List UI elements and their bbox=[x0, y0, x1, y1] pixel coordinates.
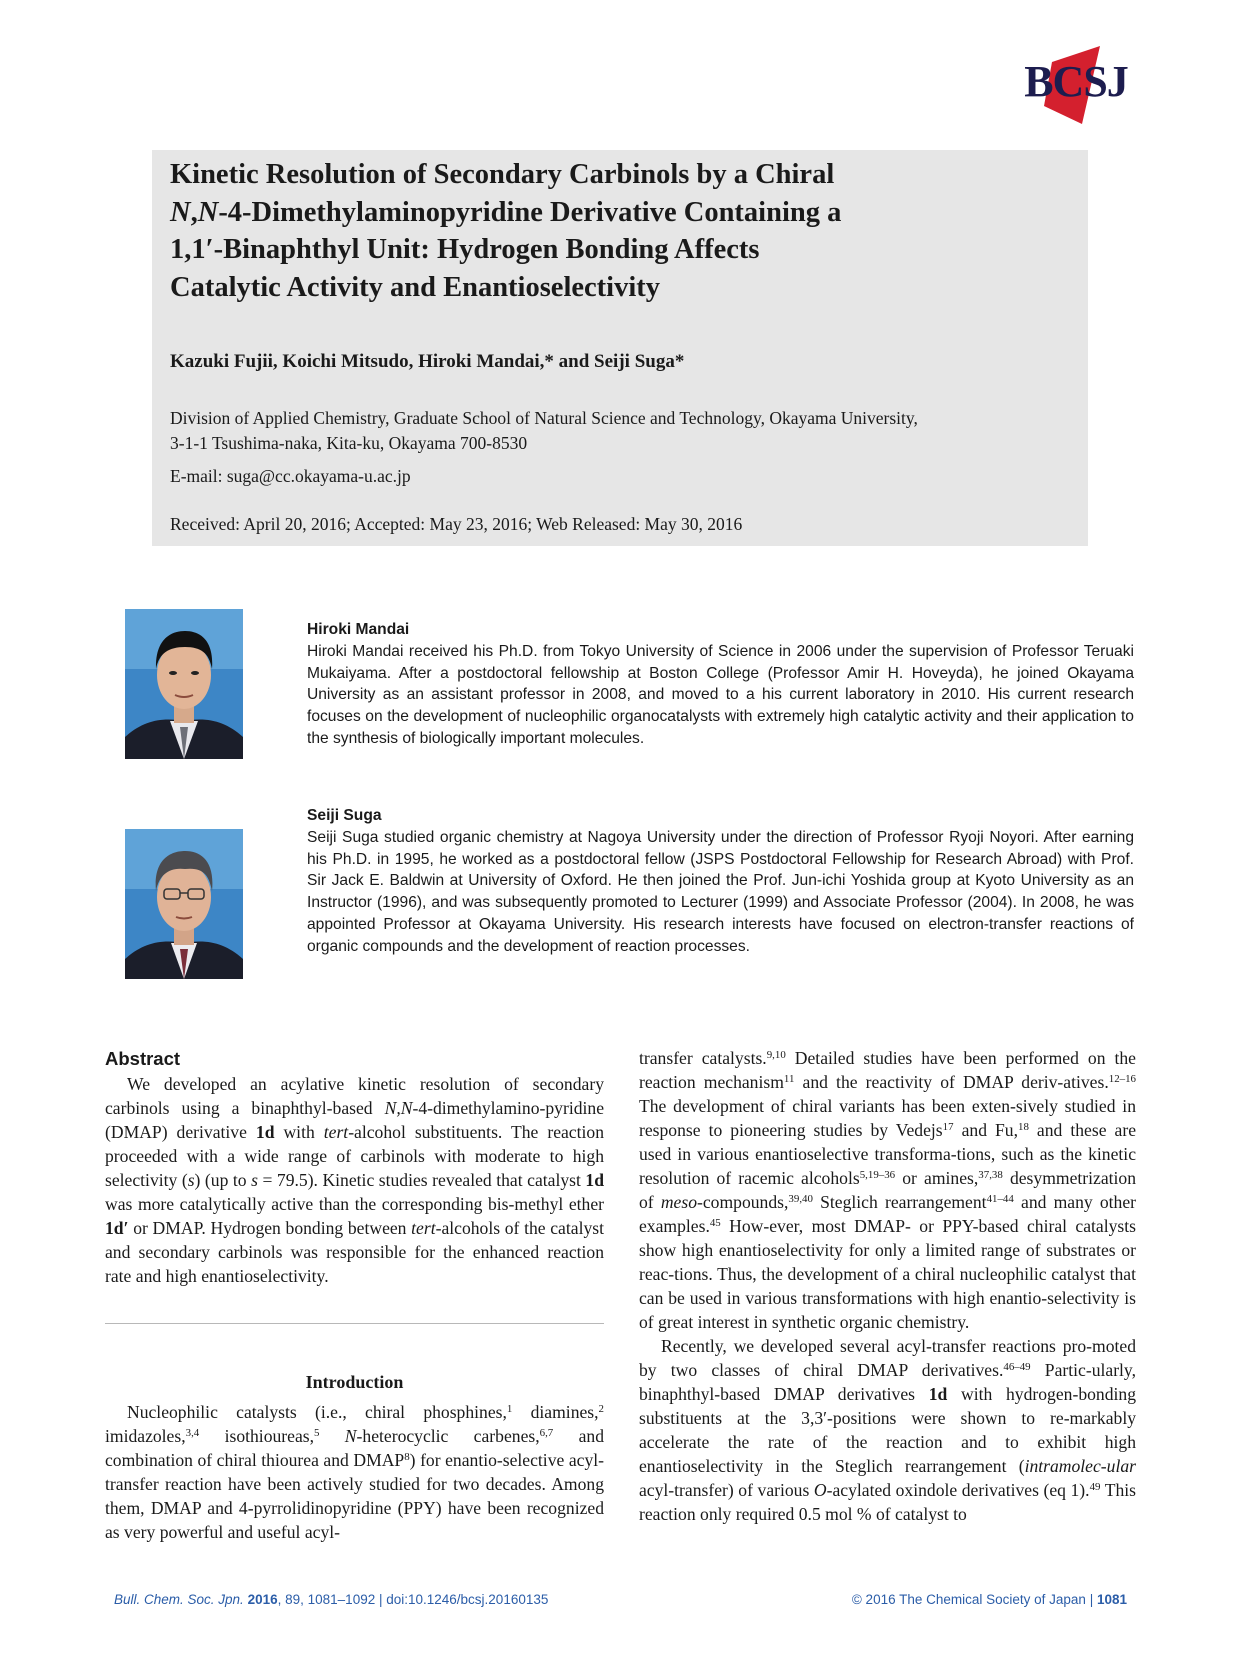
introduction-text bbox=[105, 1400, 604, 1544]
title-line-2-rest: -4-Dimethylaminopyridine Derivative Containing a bbox=[218, 196, 842, 228]
bio-name-mandai: Hiroki Mandai bbox=[307, 621, 410, 638]
affiliation-line-1: Division of Applied Chemistry, Graduate School of Natural Science and Technology, Okayama University, bbox=[170, 408, 918, 428]
article-title bbox=[170, 156, 930, 306]
footer-volume-doi: , 89, 1081–1092 | doi:10.1246/bcsj.20160135 bbox=[277, 1592, 549, 1607]
section-divider bbox=[105, 1323, 604, 1324]
title-line-1: Kinetic Resolution of Secondary Carbinols by a Chiral bbox=[170, 159, 835, 190]
footer-year: 2016 bbox=[247, 1592, 278, 1607]
right-paragraph-2: Recently, we developed several acyl-transfer reactions pro-moted by two classes of chiral DMAP derivatives.$^{46-49}$ Partic-ularly, binaphthyl-based DMAP derivatives 1d with hydrogen-bonding substituents at the 3,3′-positions were shown to re-markably accelerate the rate of the reaction and to exhibit high enantioselectivity in the Steglich rearrangement (intramolec-ular acyl-transfer) of various O-acylated oxindole derivatives (eq 1).$^{49}$ This reaction only required 0.5 mol % of catalyst to bbox=[639, 1336, 1136, 1524]
affiliation bbox=[170, 406, 918, 456]
footer-citation bbox=[114, 1592, 548, 1607]
bio-text-mandai: Hiroki Mandai received his Ph.D. from Tokyo University of Science in 2006 under the supervision of Professor Teruaki Mukaiyama. After a postdoctoral fellowship at Boston College (Professor Amir H. Hoveyda), he joined Okayama University as an assistant professor in 2008, and moved to a his current laboratory in 2010. His current research focuses on the development of nucleophilic organocatalysts with extremely high catalytic activity and their application to the synthesis of biologically important molecules. bbox=[307, 642, 1134, 747]
author-list: Kazuki Fujii, Koichi Mitsudo, Hiroki Mandai,* and Seiji Suga* bbox=[170, 351, 685, 372]
title-line-3: 1,1′-Binaphthyl Unit: Hydrogen Bonding Affects bbox=[170, 234, 760, 265]
title-line-2: N,N-4-Dimethylaminopyridine Derivative Containing a bbox=[170, 196, 842, 228]
intro-paragraph-1: Nucleophilic catalysts (i.e., chiral phosphines,$^1$ diamines,$^2$ imidazoles,$^{3,4}$ isothioureas,$^5$ N-heterocyclic carbenes,$^{6,7}$ and combination of chiral thiourea and DMAP$^8$) for enantio-selective acyl-transfer reaction have been actively studied for two decades. Among them, DMAP and 4-pyrrolidinopyridine (PPY) have been recognized as very powerful and useful acyl- bbox=[105, 1402, 604, 1542]
author-photo-mandai bbox=[125, 609, 243, 759]
logo-text: BCSJ bbox=[1024, 57, 1128, 106]
abstract-text: We developed an acylative kinetic resolution of secondary carbinols using a binaphthyl-based N,N-4-dimethylamino-pyridine (DMAP) derivative 1d with tert-alcohol substituents. The reaction proceeded with a wide range of carbinols with moderate to high selectivity (s) (up to s = 79.5). Kinetic studies revealed that catalyst 1d was more catalytically active than the corresponding bis-methyl ether 1d′ or DMAP. Hydrogen bonding between tert-alcohols of the catalyst and secondary carbinols was responsible for the enhanced reaction rate and high enantioselectivity. bbox=[105, 1074, 604, 1286]
right-column bbox=[639, 1046, 1136, 1526]
affiliation-line-2: 3-1-1 Tsushima-naka, Kita-ku, Okayama 700-8530 bbox=[170, 433, 528, 453]
bio-mandai bbox=[307, 619, 1134, 750]
introduction-heading: Introduction bbox=[305, 1372, 404, 1392]
bio-text-suga: Seiji Suga studied organic chemistry at Nagoya University under the direction of Professor Ryoji Noyori. After earning his Ph.D. in 1995, he worked as a postdoctoral fellow (JSPS Postdoctoral Fellowship for Research Abroad) with Prof. Sir Jack E. Baldwin at University of Oxford. He then joined the Prof. Jun-ichi Yoshida group at Kyoto University as an Instructor (1996), and was subsequently promoted to Lecturer (1999) and Associate Professor (2004). In 2008, he was appointed Professor at Okayama University. His research interests have focused on electron-transfer reactions of organic compounds and the development of reaction processes. bbox=[307, 828, 1134, 955]
abstract-heading: Abstract bbox=[105, 1048, 181, 1069]
email: E-mail: suga@cc.okayama-u.ac.jp bbox=[170, 466, 411, 486]
bio-name-suga: Seiji Suga bbox=[307, 807, 382, 824]
footer-journal: Bull. Chem. Soc. Jpn. bbox=[114, 1592, 244, 1607]
portrait-mandai bbox=[125, 609, 243, 759]
title-line-4: Catalytic Activity and Enantioselectivity bbox=[170, 271, 660, 303]
abstract-section bbox=[105, 1048, 604, 1288]
bcsj-logo bbox=[1012, 44, 1140, 128]
bio-suga bbox=[307, 805, 1134, 958]
portrait-suga bbox=[125, 829, 243, 979]
footer-page-number: 1081 bbox=[1096, 1592, 1127, 1607]
footer-copyright-text: © 2016 The Chemical Society of Japan | bbox=[851, 1592, 1097, 1607]
footer-copyright bbox=[852, 1592, 1127, 1607]
publication-dates: Received: April 20, 2016; Accepted: May 23, 2016; Web Released: May 30, 2016 bbox=[170, 514, 743, 534]
author-photo-suga bbox=[125, 829, 243, 979]
right-paragraph-1: transfer catalysts.$^{9,10}$ Detailed studies have been performed on the reaction mechanism$^{11}$ and the reactivity of DMAP deriv-atives.$^{12-16}$ The development of chiral variants has been exten-sively studied in response to pioneering studies by Vedejs$^{17}$ and Fu,$^{18}$ and these are used in various enantioselective transforma-tions, such as the kinetic resolution of racemic alcohols$^{5,19-36}$ or amines,$^{37,38}$ desymmetrization of meso-compounds,$^{39,40}$ Steglich rearrangement$^{41-44}$ and many other examples.$^{45}$ How-ever, most DMAP- or PPY-based chiral catalysts show high enantioselectivity for only a limited range of substrates or reac-tions. Thus, the development of a chiral nucleophilic catalyst that can be used in various transformations with high enantio-selectivity is of great interest in synthetic organic chemistry. bbox=[639, 1048, 1137, 1332]
